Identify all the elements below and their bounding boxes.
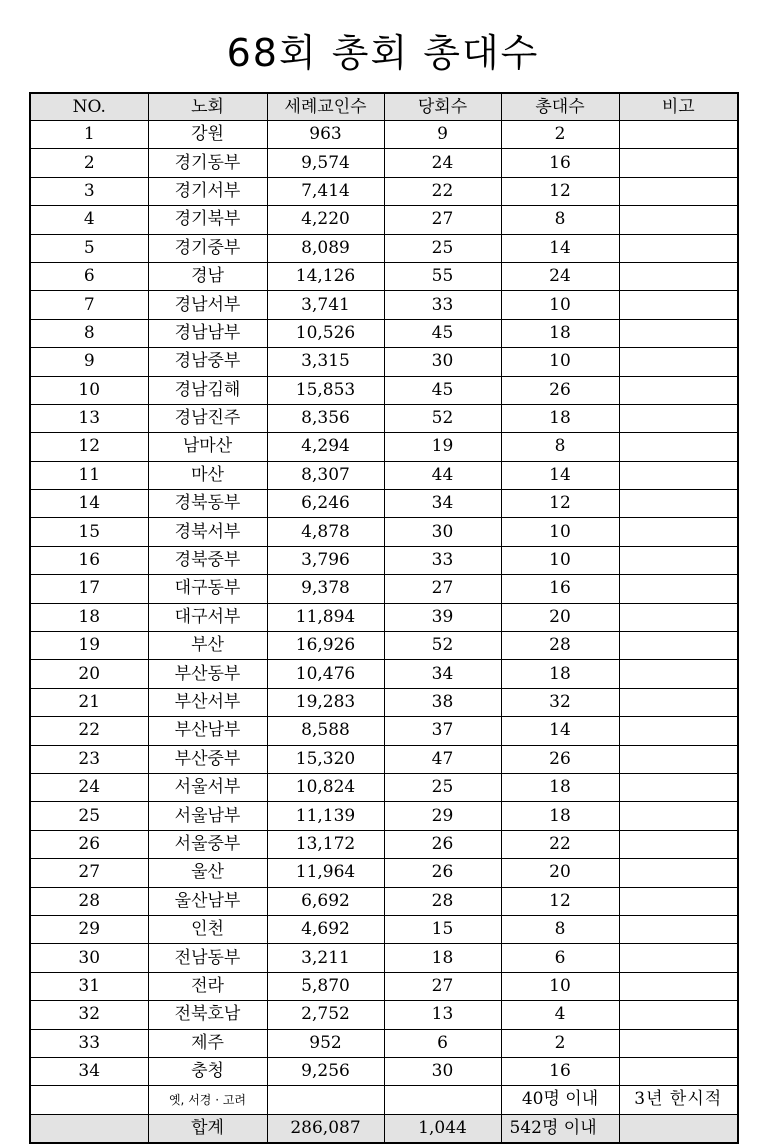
cell-no: 28 (30, 887, 148, 915)
cell-note (619, 234, 738, 262)
cell-note (619, 773, 738, 801)
cell-delegates: 10 (501, 546, 619, 574)
special-baptized (267, 1086, 384, 1114)
cell-presbytery: 경남김해 (148, 376, 267, 404)
cell-sessions: 29 (384, 802, 501, 830)
cell-note (619, 859, 738, 887)
cell-presbytery: 대구동부 (148, 575, 267, 603)
cell-baptized: 4,220 (267, 206, 384, 234)
cell-baptized: 8,588 (267, 717, 384, 745)
cell-no: 9 (30, 348, 148, 376)
cell-no: 34 (30, 1057, 148, 1085)
cell-sessions: 52 (384, 404, 501, 432)
table-row (30, 830, 738, 858)
table-row (30, 291, 738, 319)
cell-note (619, 688, 738, 716)
cell-no: 7 (30, 291, 148, 319)
cell-baptized: 8,307 (267, 461, 384, 489)
cell-presbytery: 경남 (148, 262, 267, 290)
header-presbytery: 노회 (148, 93, 267, 121)
cell-note (619, 632, 738, 660)
cell-sessions: 28 (384, 887, 501, 915)
cell-sessions: 27 (384, 575, 501, 603)
special-name: 옛, 서경 · 고려 (148, 1086, 267, 1114)
cell-no: 20 (30, 660, 148, 688)
cell-sessions: 9 (384, 121, 501, 149)
cell-note (619, 575, 738, 603)
cell-baptized: 4,692 (267, 915, 384, 943)
cell-presbytery: 서울중부 (148, 830, 267, 858)
cell-delegates: 24 (501, 262, 619, 290)
cell-delegates: 12 (501, 177, 619, 205)
cell-note (619, 319, 738, 347)
cell-delegates: 16 (501, 575, 619, 603)
cell-delegates: 14 (501, 461, 619, 489)
cell-note (619, 348, 738, 376)
cell-baptized: 952 (267, 1029, 384, 1057)
cell-baptized: 10,526 (267, 319, 384, 347)
table-row (30, 887, 738, 915)
cell-baptized: 3,796 (267, 546, 384, 574)
table-row (30, 717, 738, 745)
table-row (30, 206, 738, 234)
cell-delegates: 20 (501, 603, 619, 631)
cell-presbytery: 경기서부 (148, 177, 267, 205)
cell-baptized: 8,089 (267, 234, 384, 262)
cell-delegates: 12 (501, 887, 619, 915)
cell-delegates: 16 (501, 1057, 619, 1085)
cell-sessions: 26 (384, 859, 501, 887)
table-row (30, 972, 738, 1000)
cell-note (619, 944, 738, 972)
cell-sessions: 27 (384, 972, 501, 1000)
cell-no: 22 (30, 717, 148, 745)
cell-note (619, 177, 738, 205)
cell-baptized: 4,294 (267, 433, 384, 461)
cell-sessions: 15 (384, 915, 501, 943)
table-row (30, 149, 738, 177)
header-no: NO. (30, 93, 148, 121)
table-row (30, 859, 738, 887)
cell-delegates: 26 (501, 745, 619, 773)
cell-delegates: 10 (501, 518, 619, 546)
cell-presbytery: 경북서부 (148, 518, 267, 546)
cell-presbytery: 제주 (148, 1029, 267, 1057)
table-row (30, 461, 738, 489)
total-baptized: 286,087 (267, 1114, 384, 1143)
total-row (30, 1114, 738, 1143)
cell-note (619, 1001, 738, 1029)
cell-note (619, 149, 738, 177)
table-row (30, 546, 738, 574)
cell-delegates: 8 (501, 915, 619, 943)
cell-sessions: 25 (384, 234, 501, 262)
cell-delegates: 22 (501, 830, 619, 858)
cell-baptized: 11,894 (267, 603, 384, 631)
header-baptized: 세례교인수 (267, 93, 384, 121)
cell-note (619, 546, 738, 574)
cell-presbytery: 강원 (148, 121, 267, 149)
cell-sessions: 30 (384, 518, 501, 546)
cell-no: 31 (30, 972, 148, 1000)
cell-presbytery: 부산 (148, 632, 267, 660)
table-row (30, 915, 738, 943)
cell-presbytery: 부산중부 (148, 745, 267, 773)
cell-note (619, 121, 738, 149)
cell-delegates: 18 (501, 319, 619, 347)
cell-no: 13 (30, 404, 148, 432)
table-row (30, 632, 738, 660)
cell-presbytery: 인천 (148, 915, 267, 943)
cell-note (619, 206, 738, 234)
cell-no: 11 (30, 461, 148, 489)
cell-delegates: 32 (501, 688, 619, 716)
cell-sessions: 30 (384, 1057, 501, 1085)
cell-delegates: 28 (501, 632, 619, 660)
cell-sessions: 33 (384, 546, 501, 574)
cell-presbytery: 서울서부 (148, 773, 267, 801)
cell-no: 16 (30, 546, 148, 574)
cell-baptized: 11,139 (267, 802, 384, 830)
header-row (30, 93, 738, 121)
cell-sessions: 52 (384, 632, 501, 660)
cell-presbytery: 경기동부 (148, 149, 267, 177)
table-row (30, 433, 738, 461)
cell-no: 10 (30, 376, 148, 404)
cell-baptized: 10,824 (267, 773, 384, 801)
cell-note (619, 490, 738, 518)
cell-sessions: 24 (384, 149, 501, 177)
cell-presbytery: 경남중부 (148, 348, 267, 376)
cell-baptized: 9,256 (267, 1057, 384, 1085)
cell-sessions: 30 (384, 348, 501, 376)
cell-no: 21 (30, 688, 148, 716)
header-note: 비고 (619, 93, 738, 121)
cell-no: 14 (30, 490, 148, 518)
cell-delegates: 20 (501, 859, 619, 887)
cell-presbytery: 전남동부 (148, 944, 267, 972)
total-label: 합계 (148, 1114, 267, 1143)
total-sessions: 1,044 (384, 1114, 501, 1143)
cell-no: 33 (30, 1029, 148, 1057)
cell-note (619, 972, 738, 1000)
cell-presbytery: 부산서부 (148, 688, 267, 716)
cell-no: 1 (30, 121, 148, 149)
cell-delegates: 18 (501, 404, 619, 432)
total-note (619, 1114, 738, 1143)
table-row (30, 1001, 738, 1029)
cell-presbytery: 전라 (148, 972, 267, 1000)
cell-delegates: 8 (501, 206, 619, 234)
cell-note (619, 717, 738, 745)
cell-no: 19 (30, 632, 148, 660)
cell-delegates: 14 (501, 234, 619, 262)
cell-no: 24 (30, 773, 148, 801)
cell-sessions: 38 (384, 688, 501, 716)
total-delegates: 542명 이내 (501, 1114, 619, 1143)
table-row (30, 177, 738, 205)
cell-presbytery: 경남남부 (148, 319, 267, 347)
cell-baptized: 9,574 (267, 149, 384, 177)
cell-baptized: 15,853 (267, 376, 384, 404)
cell-baptized: 5,870 (267, 972, 384, 1000)
cell-no: 18 (30, 603, 148, 631)
table-row (30, 575, 738, 603)
cell-no: 15 (30, 518, 148, 546)
cell-sessions: 18 (384, 944, 501, 972)
table-row (30, 319, 738, 347)
cell-note (619, 745, 738, 773)
delegates-table (29, 92, 739, 1144)
cell-baptized: 11,964 (267, 859, 384, 887)
cell-note (619, 603, 738, 631)
table-row (30, 603, 738, 631)
table-row (30, 262, 738, 290)
cell-delegates: 8 (501, 433, 619, 461)
cell-no: 3 (30, 177, 148, 205)
table-row (30, 660, 738, 688)
table-row (30, 490, 738, 518)
cell-delegates: 18 (501, 660, 619, 688)
cell-sessions: 13 (384, 1001, 501, 1029)
cell-delegates: 16 (501, 149, 619, 177)
cell-presbytery: 남마산 (148, 433, 267, 461)
cell-note (619, 262, 738, 290)
special-delegates: 40명 이내 (501, 1086, 619, 1114)
cell-presbytery: 서울남부 (148, 802, 267, 830)
cell-sessions: 6 (384, 1029, 501, 1057)
cell-no: 4 (30, 206, 148, 234)
cell-note (619, 461, 738, 489)
cell-delegates: 4 (501, 1001, 619, 1029)
header-sessions: 당회수 (384, 93, 501, 121)
cell-presbytery: 경남진주 (148, 404, 267, 432)
cell-baptized: 963 (267, 121, 384, 149)
cell-sessions: 34 (384, 490, 501, 518)
cell-sessions: 45 (384, 376, 501, 404)
cell-delegates: 18 (501, 802, 619, 830)
cell-baptized: 2,752 (267, 1001, 384, 1029)
table-row (30, 802, 738, 830)
special-sessions (384, 1086, 501, 1114)
table-body (30, 121, 738, 1086)
cell-no: 29 (30, 915, 148, 943)
cell-presbytery: 경기북부 (148, 206, 267, 234)
cell-note (619, 404, 738, 432)
cell-baptized: 10,476 (267, 660, 384, 688)
table-row (30, 121, 738, 149)
cell-sessions: 44 (384, 461, 501, 489)
cell-delegates: 6 (501, 944, 619, 972)
cell-delegates: 12 (501, 490, 619, 518)
cell-delegates: 2 (501, 1029, 619, 1057)
cell-note (619, 1029, 738, 1057)
cell-sessions: 34 (384, 660, 501, 688)
cell-note (619, 660, 738, 688)
cell-baptized: 15,320 (267, 745, 384, 773)
cell-delegates: 14 (501, 717, 619, 745)
special-note: 3년 한시적 (619, 1086, 738, 1114)
cell-presbytery: 경남서부 (148, 291, 267, 319)
table-row (30, 376, 738, 404)
cell-presbytery: 부산동부 (148, 660, 267, 688)
cell-presbytery: 충청 (148, 1057, 267, 1085)
cell-delegates: 10 (501, 972, 619, 1000)
cell-no: 12 (30, 433, 148, 461)
cell-presbytery: 울산남부 (148, 887, 267, 915)
cell-note (619, 1057, 738, 1085)
table-row (30, 944, 738, 972)
cell-delegates: 10 (501, 348, 619, 376)
cell-presbytery: 경기중부 (148, 234, 267, 262)
table-row (30, 745, 738, 773)
cell-no: 32 (30, 1001, 148, 1029)
cell-presbytery: 울산 (148, 859, 267, 887)
cell-note (619, 887, 738, 915)
table-row (30, 234, 738, 262)
header-delegates: 총대수 (501, 93, 619, 121)
cell-note (619, 376, 738, 404)
cell-sessions: 22 (384, 177, 501, 205)
cell-delegates: 10 (501, 291, 619, 319)
cell-no: 26 (30, 830, 148, 858)
cell-no: 5 (30, 234, 148, 262)
cell-no: 30 (30, 944, 148, 972)
cell-presbytery: 대구서부 (148, 603, 267, 631)
cell-baptized: 13,172 (267, 830, 384, 858)
special-no (30, 1086, 148, 1114)
table-row (30, 688, 738, 716)
cell-sessions: 27 (384, 206, 501, 234)
table-row (30, 1057, 738, 1085)
cell-note (619, 291, 738, 319)
cell-sessions: 19 (384, 433, 501, 461)
cell-note (619, 433, 738, 461)
cell-baptized: 4,878 (267, 518, 384, 546)
table-row (30, 773, 738, 801)
cell-baptized: 3,315 (267, 348, 384, 376)
cell-delegates: 2 (501, 121, 619, 149)
cell-baptized: 19,283 (267, 688, 384, 716)
cell-presbytery: 부산남부 (148, 717, 267, 745)
table-row (30, 518, 738, 546)
cell-baptized: 3,211 (267, 944, 384, 972)
cell-baptized: 6,246 (267, 490, 384, 518)
special-row (30, 1086, 738, 1114)
cell-baptized: 8,356 (267, 404, 384, 432)
cell-no: 27 (30, 859, 148, 887)
cell-baptized: 9,378 (267, 575, 384, 603)
cell-sessions: 45 (384, 319, 501, 347)
cell-sessions: 39 (384, 603, 501, 631)
cell-presbytery: 마산 (148, 461, 267, 489)
cell-baptized: 7,414 (267, 177, 384, 205)
cell-presbytery: 전북호남 (148, 1001, 267, 1029)
cell-no: 17 (30, 575, 148, 603)
cell-note (619, 830, 738, 858)
cell-presbytery: 경북동부 (148, 490, 267, 518)
cell-note (619, 518, 738, 546)
cell-presbytery: 경북중부 (148, 546, 267, 574)
page-title: 68회 총회 총대수 (226, 31, 540, 75)
cell-no: 25 (30, 802, 148, 830)
table-row (30, 1029, 738, 1057)
cell-no: 2 (30, 149, 148, 177)
cell-no: 8 (30, 319, 148, 347)
cell-sessions: 55 (384, 262, 501, 290)
cell-baptized: 16,926 (267, 632, 384, 660)
cell-sessions: 47 (384, 745, 501, 773)
cell-delegates: 26 (501, 376, 619, 404)
cell-sessions: 37 (384, 717, 501, 745)
total-no (30, 1114, 148, 1143)
cell-no: 23 (30, 745, 148, 773)
cell-sessions: 26 (384, 830, 501, 858)
cell-no: 6 (30, 262, 148, 290)
table-row (30, 348, 738, 376)
cell-note (619, 915, 738, 943)
cell-delegates: 18 (501, 773, 619, 801)
table-row (30, 404, 738, 432)
cell-baptized: 3,741 (267, 291, 384, 319)
cell-baptized: 14,126 (267, 262, 384, 290)
cell-sessions: 33 (384, 291, 501, 319)
cell-sessions: 25 (384, 773, 501, 801)
cell-baptized: 6,692 (267, 887, 384, 915)
cell-note (619, 802, 738, 830)
